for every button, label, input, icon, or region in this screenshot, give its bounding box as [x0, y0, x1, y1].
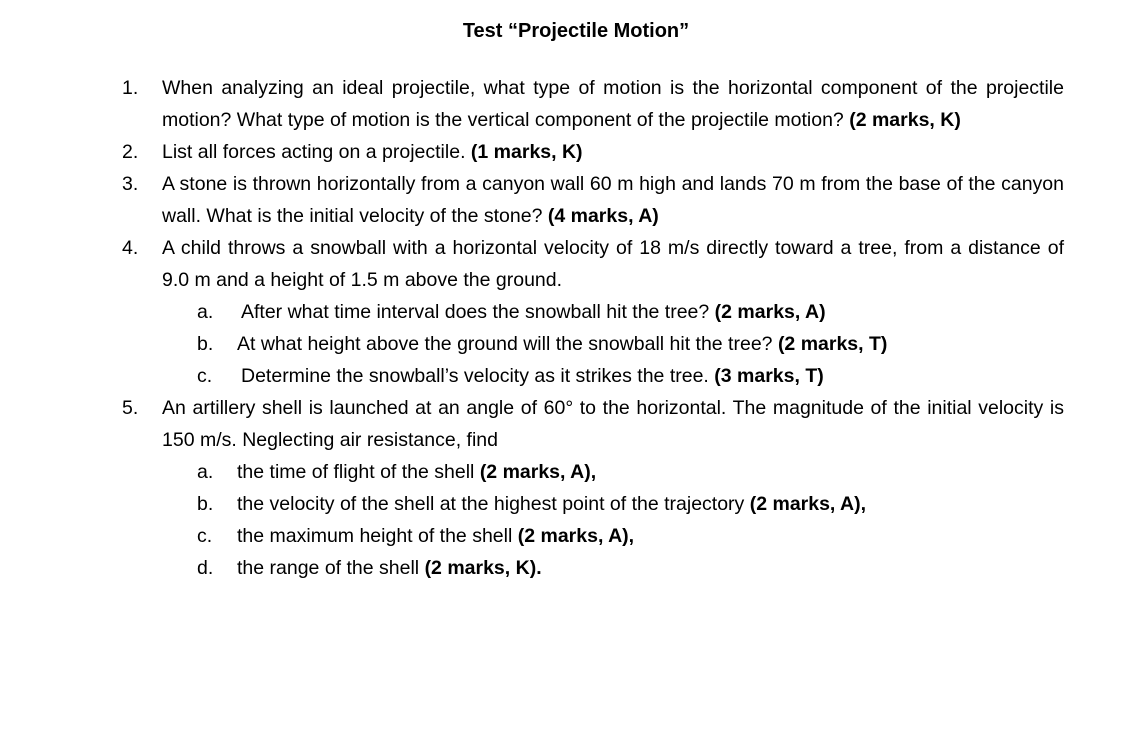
subquestion-5a [197, 456, 1064, 488]
question-number: 1. [122, 77, 139, 99]
subquestion-5c [197, 520, 1064, 552]
question-text: A stone is thrown horizontally from a canyon wall 60 m high and lands 70 m from the base of the canyon wall. What is the initial velocity of the stone? [162, 173, 1064, 227]
question-text: When analyzing an ideal projectile, what type of motion is the horizontal component of the projectile motion? What type of motion is the vertical component of the projectile motion? [162, 77, 1064, 131]
question-text: A child throws a snowball with a horizontal velocity of 18 m/s directly toward a tree, from a distance of 9.0 m and a height of 1.5 m above the ground. [162, 237, 1064, 291]
question-number: 5. [122, 397, 139, 419]
question-text: List all forces acting on a projectile. [162, 141, 466, 163]
question-marks: (2 marks, K) [849, 109, 961, 131]
question-number: 3. [122, 173, 139, 195]
question-text-block [162, 232, 1064, 296]
subquestion-letter: d. [197, 557, 214, 579]
subquestion-text: the maximum height of the shell [237, 525, 518, 547]
question-2 [122, 136, 1064, 168]
subquestion-text: the velocity of the shell at the highest point of the trajectory [237, 493, 745, 515]
question-marks: (4 marks, A) [547, 205, 659, 227]
subquestion-marks: (3 marks, T) [714, 365, 824, 387]
subquestion-text: At what height above the ground will the snowball hit the tree? [237, 333, 773, 355]
question-5 [122, 392, 1064, 584]
question-list [122, 72, 1064, 584]
subquestion-4b [197, 328, 1064, 360]
subquestion-letter: c. [197, 525, 213, 547]
question-text-block [162, 392, 1064, 456]
question-text-block [162, 168, 1064, 232]
question-number: 2. [122, 141, 139, 163]
question-number: 4. [122, 237, 139, 259]
question-text-block [162, 136, 1064, 168]
subquestion-letter: a. [197, 461, 214, 483]
subquestion-text: the time of flight of the shell [237, 461, 480, 483]
subquestion-text: the range of the shell [237, 557, 420, 579]
subquestion-marks: (2 marks, A) [714, 301, 826, 323]
subquestion-marks: (2 marks, K). [424, 557, 542, 579]
subquestion-marks: (2 marks, T) [777, 333, 888, 355]
subquestion-4c [197, 360, 1064, 392]
question-3 [122, 168, 1064, 232]
subquestion-text: After what time interval does the snowball hit the tree? [241, 301, 710, 323]
subquestion-5b [197, 488, 1064, 520]
subquestion-5d [197, 552, 1064, 584]
subquestion-marks: (2 marks, A), [479, 461, 597, 483]
page-title: Test “Projectile Motion” [462, 20, 690, 42]
question-text: An artillery shell is launched at an angle of 60° to the horizontal. The magnitude of the initial velocity is 150 m/s. Neglecting air resistance, find [162, 397, 1064, 451]
question-text-block [162, 72, 1064, 136]
subquestion-marks: (2 marks, A), [517, 525, 635, 547]
question-4 [122, 232, 1064, 392]
subquestion-text: Determine the snowball’s velocity as it strikes the tree. [241, 365, 709, 387]
question-marks: (1 marks, K) [470, 141, 583, 163]
question-1 [122, 72, 1064, 136]
subquestion-marks: (2 marks, A), [749, 493, 867, 515]
subquestion-letter: b. [197, 333, 214, 355]
subquestion-letter: c. [197, 365, 213, 387]
subquestion-4a [197, 296, 1064, 328]
subquestion-letter: a. [197, 301, 214, 323]
subquestion-letter: b. [197, 493, 214, 515]
